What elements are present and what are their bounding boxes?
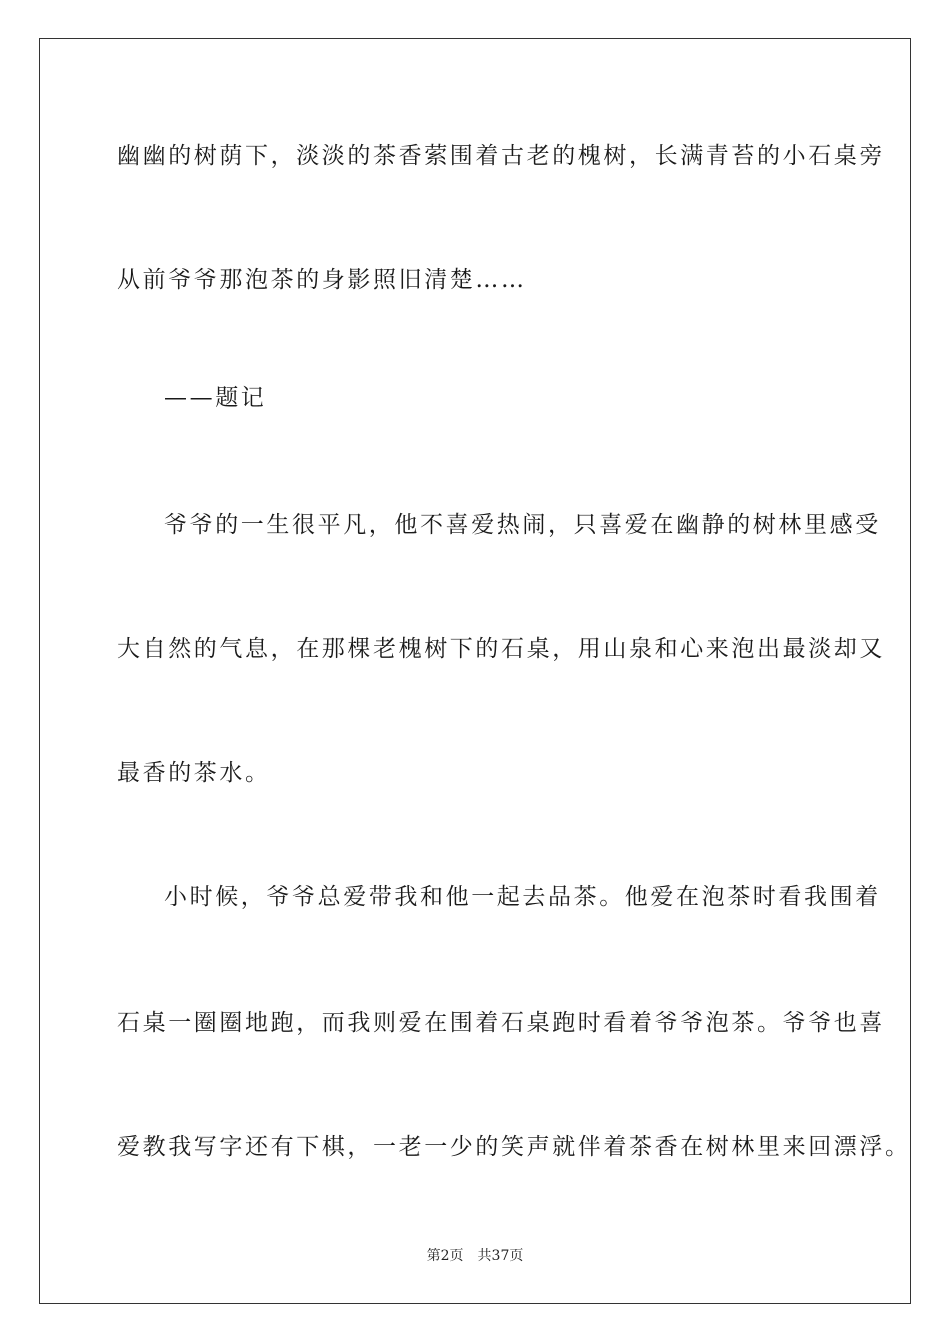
paragraph-2-line-2: 石桌一圈圈地跑，而我则爱在围着石桌跑时看着爷爷泡茶。爷爷也喜 (117, 1010, 885, 1036)
paragraph-2-line-3: 爱教我写字还有下棋，一老一少的笑声就伴着茶香在树林里来回漂浮。 (117, 1134, 911, 1160)
paragraph-1-line-2: 大自然的气息，在那棵老槐树下的石桌，用山泉和心来泡出最淡却又 (117, 636, 885, 662)
paragraph-1-line-3: 最香的茶水。 (117, 760, 271, 786)
page-border (39, 38, 911, 1304)
page-total: 共37页 (477, 1248, 524, 1264)
paragraph-2-line-1: 小时候，爷爷总爱带我和他一起去品茶。他爱在泡茶时看我围着 (164, 884, 881, 910)
epigraph-attribution: ——题记 (164, 385, 267, 411)
page-number: 第2页 (426, 1248, 464, 1264)
text-line-1: 幽幽的树荫下，淡淡的茶香萦围着古老的槐树，长满青苔的小石桌旁 (117, 143, 885, 169)
page-footer (0, 1247, 950, 1265)
text-line-2: 从前爷爷那泡茶的身影照旧清楚…… (117, 267, 527, 293)
paragraph-1-line-1: 爷爷的一生很平凡，他不喜爱热闹，只喜爱在幽静的树林里感受 (164, 512, 881, 538)
